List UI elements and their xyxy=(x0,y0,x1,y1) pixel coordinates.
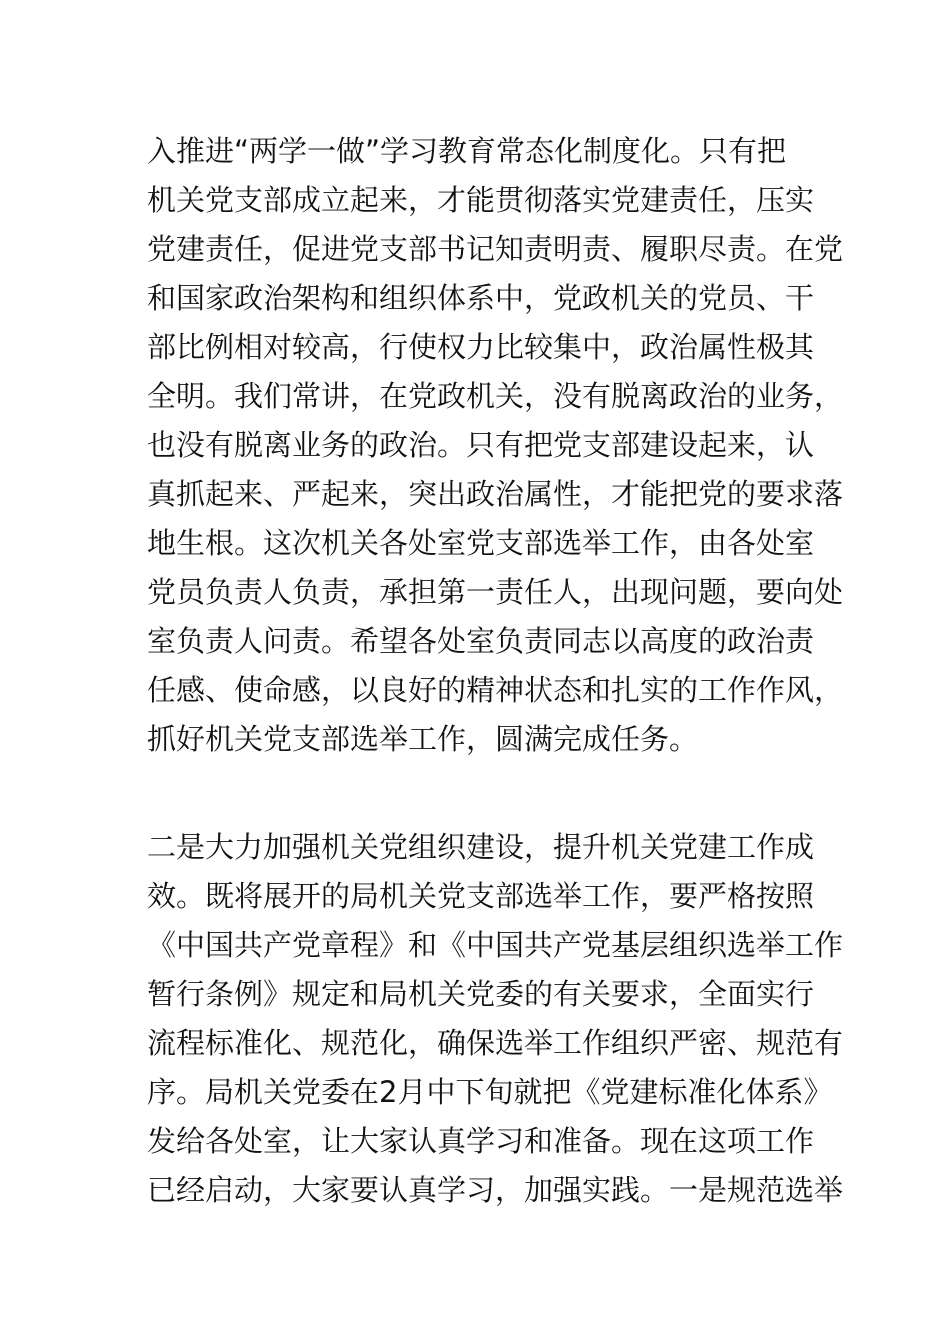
paragraph-line: 任感、使命感，以良好的精神状态和扎实的工作作风， xyxy=(147,673,844,707)
paragraph-line: 序。局机关党委在2月中下旬就把《党建标准化体系》 xyxy=(147,1075,833,1109)
paragraph-line: 也没有脱离业务的政治。只有把党支部建设起来，认 xyxy=(147,428,815,462)
paragraph-line: 效。既将展开的局机关党支部选举工作，要严格按照 xyxy=(147,879,815,913)
paragraph-line: 和国家政治架构和组织体系中，党政机关的党员、干 xyxy=(147,281,815,315)
paragraph-line: 二是大力加强机关党组织建设，提升机关党建工作成 xyxy=(147,830,815,864)
paragraph-line: 已经启动，大家要认真学习，加强实践。一是规范选举 xyxy=(147,1173,844,1207)
paragraph-line: 流程标准化、规范化，确保选举工作组织严密、规范有 xyxy=(147,1026,844,1060)
paragraph-line: 党建责任，促进党支部书记知责明责、履职尽责。在党 xyxy=(147,232,844,266)
paragraph-line: 暂行条例》规定和局机关党委的有关要求，全面实行 xyxy=(147,977,815,1011)
paragraph-line: 《中国共产党章程》和《中国共产党基层组织选举工作 xyxy=(147,928,844,962)
paragraph-1 xyxy=(147,127,844,764)
paragraph-line: 全明。我们常讲，在党政机关，没有脱离政治的业务， xyxy=(147,379,844,413)
paragraph-line: 发给各处室，让大家认真学习和准备。现在这项工作 xyxy=(147,1124,815,1158)
paragraph-line: 部比例相对较高，行使权力比较集中，政治属性极其 xyxy=(147,330,815,364)
paragraph-2 xyxy=(147,823,844,1215)
paragraph-line: 地生根。这次机关各处室党支部选举工作，由各处室 xyxy=(147,526,815,560)
paragraph-line: 机关党支部成立起来，才能贯彻落实党建责任，压实 xyxy=(147,183,815,217)
paragraph-line: 党员负责人负责，承担第一责任人，出现问题，要向处 xyxy=(147,575,844,609)
paragraph-line: 室负责人问责。希望各处室负责同志以高度的政治责 xyxy=(147,624,815,658)
paragraph-line: 抓好机关党支部选举工作，圆满完成任务。 xyxy=(147,722,699,756)
paragraph-line: 入推进“两学一做”学习教育常态化制度化。只有把 xyxy=(147,134,787,168)
paragraph-line: 真抓起来、严起来，突出政治属性，才能把党的要求落 xyxy=(147,477,844,511)
